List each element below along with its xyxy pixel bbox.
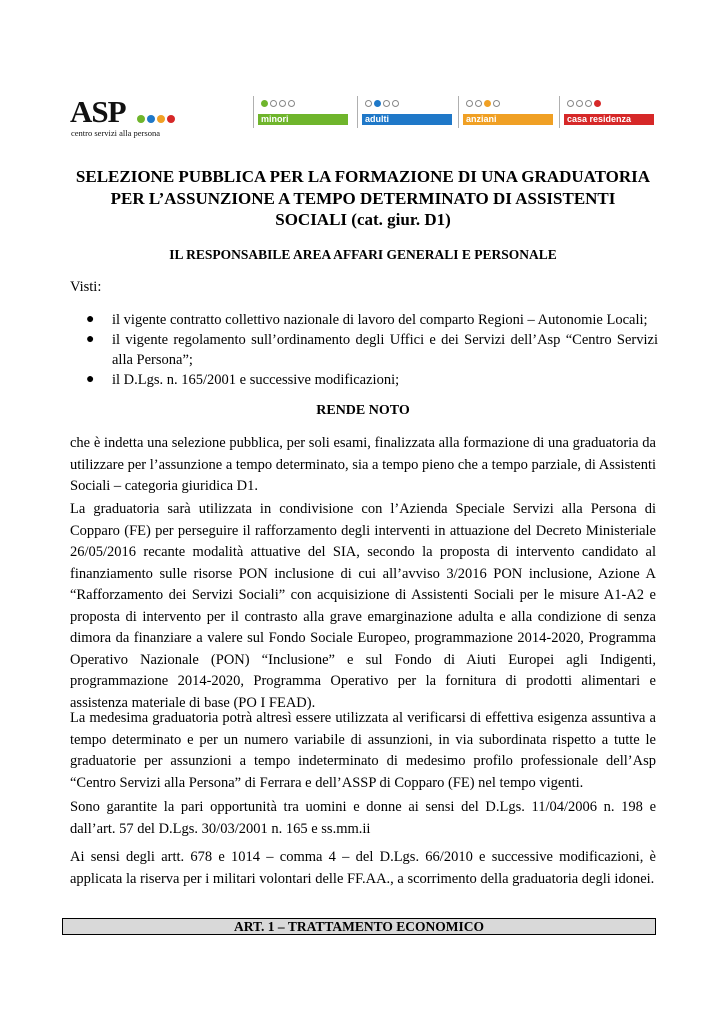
logo-wordmark: ASP [70,94,126,129]
paragraph: Sono garantite la pari opportunità tra uomini e donne ai sensi del D.Lgs. 11/04/2006 n. 198 e dall’art. 57 del D.Lgs. 30/03/2001 n. 165 e ss.mm.ii [70,799,656,837]
indicator-circle [466,100,473,107]
indicator-circle [261,100,268,107]
dots-indicator-icon [567,100,601,107]
section-divider [559,96,560,128]
paragraph: La medesima graduatoria potrà altresì essere utilizzata al verificarsi di effettiva esigenza assuntiva a tempo determinato e per un numero variabile di assunzioni, in via subordinata rispetto a tutte le graduatorie per assunzioni a tempo indeterminato di medesimo profilo professionale dell’Asp “Centro Servizi alla Persona” di Ferrara e dell’ASSP di Copparo (FE) nel tempo vigenti. [70,710,656,791]
section-label: casa residenza [564,114,654,125]
section-casa-residenza [564,100,654,126]
paragraph: La graduatoria sarà utilizzata in condivisione con l’Azienda Speciale Servizi alla Persona di Copparo (FE) per perseguire il rafforzamento degli interventi in attuazione del Decreto Ministeriale 26/05/2016 recante modalità attuative del SIA, secondo la proposta di intervento candidato al finanziamento sulle risorse PON inclusione di cui all’avviso 3/2016 PON inclusione, Azione A “Rafforzamento dei Servizi Sociali” con acquisizione di Assistenti Sociali per le misure A1-A2 e proposta di intervento per il contrasto alla grave emarginazione adulta e alla condizione di senza dimora da finanziare a valere sul Fondo Sociale Europeo, programmazione 2014-2020, Programma Operativo Nazionale (PON) “Inclusione” e sul Fondo di Aiuti Europei agli Indigenti, programmazione 2014-2020, Programma Operativo per la fornitura di prodotti alimentari e assistenza materiale di base (PO I FEAD). [70,501,656,711]
indicator-circle [270,100,277,107]
indicator-circle [576,100,583,107]
indicator-circle [594,100,601,107]
logo-dot [157,115,165,123]
list-item [86,370,658,390]
rende-noto-heading: RENDE NOTO [316,403,410,418]
section-label: adulti [362,114,452,125]
indicator-circle [374,100,381,107]
bullet-icon: ● [86,332,95,347]
indicator-circle [585,100,592,107]
logo-tagline: centro servizi alla persona [71,128,160,138]
indicator-circle [484,100,491,107]
issuer-heading: IL RESPONSABILE AREA AFFARI GENERALI E PERSONALE [169,247,557,262]
document-title [60,166,666,231]
title-line: PER L’ASSUNZIONE A TEMPO DETERMINATO DI ASSISTENTI [110,188,616,208]
dots-indicator-icon [466,100,500,107]
indicator-circle [383,100,390,107]
section-adulti [362,100,452,126]
bullet-icon: ● [86,312,95,327]
list-item-text: il vigente contratto collettivo nazionale di lavoro del comparto Regioni – Autonomie Locali; [112,312,648,328]
indicator-circle [567,100,574,107]
paragraph: che è indetta una selezione pubblica, per soli esami, finalizzata alla formazione di una graduatoria da utilizzare per l’assunzione a tempo determinato, sia a tempo pieno che a tempo parziale, di Assistenti Sociali – categoria giuridica D1. [70,435,656,494]
indicator-circle [365,100,372,107]
title-line: SELEZIONE PUBBLICA PER LA FORMAZIONE DI UNA GRADUATORIA [75,167,651,186]
paragraph: Ai sensi degli artt. 678 e 1014 – comma 4 – del D.Lgs. 66/2010 e successive modificazioni, è applicata la riserva per i militari volontari delle FF.AA., a scorrimento della graduatoria degli idonei. [70,849,656,887]
list-item-text: il vigente regolamento sull’ordinamento degli Uffici e dei Servizi dell’Asp “Centro Servizi alla Persona”; [112,332,658,368]
section-divider [458,96,459,128]
asp-logo [70,96,190,140]
article-heading: ART. 1 – TRATTAMENTO ECONOMICO [62,918,656,935]
indicator-circle [392,100,399,107]
list-item [86,310,658,330]
section-divider [357,96,358,128]
dots-indicator-icon [365,100,399,107]
section-label: anziani [463,114,553,125]
list-item [86,330,658,370]
dots-indicator-icon [261,100,295,107]
visti-list [86,310,658,390]
indicator-circle [279,100,286,107]
title-line: SOCIALI (cat. giur. D1) [275,210,451,229]
indicator-circle [475,100,482,107]
indicator-circle [288,100,295,107]
section-minori [258,100,348,126]
list-item-text: il D.Lgs. n. 165/2001 e successive modificazioni; [112,372,400,388]
logo-dots-icon [137,115,175,123]
section-divider [253,96,254,128]
logo-dot [137,115,145,123]
bullet-icon: ● [86,372,95,387]
logo-dot [147,115,155,123]
logo-dot [167,115,175,123]
indicator-circle [493,100,500,107]
section-label: minori [258,114,348,125]
section-anziani [463,100,553,126]
visti-label: Visti: [70,279,102,295]
